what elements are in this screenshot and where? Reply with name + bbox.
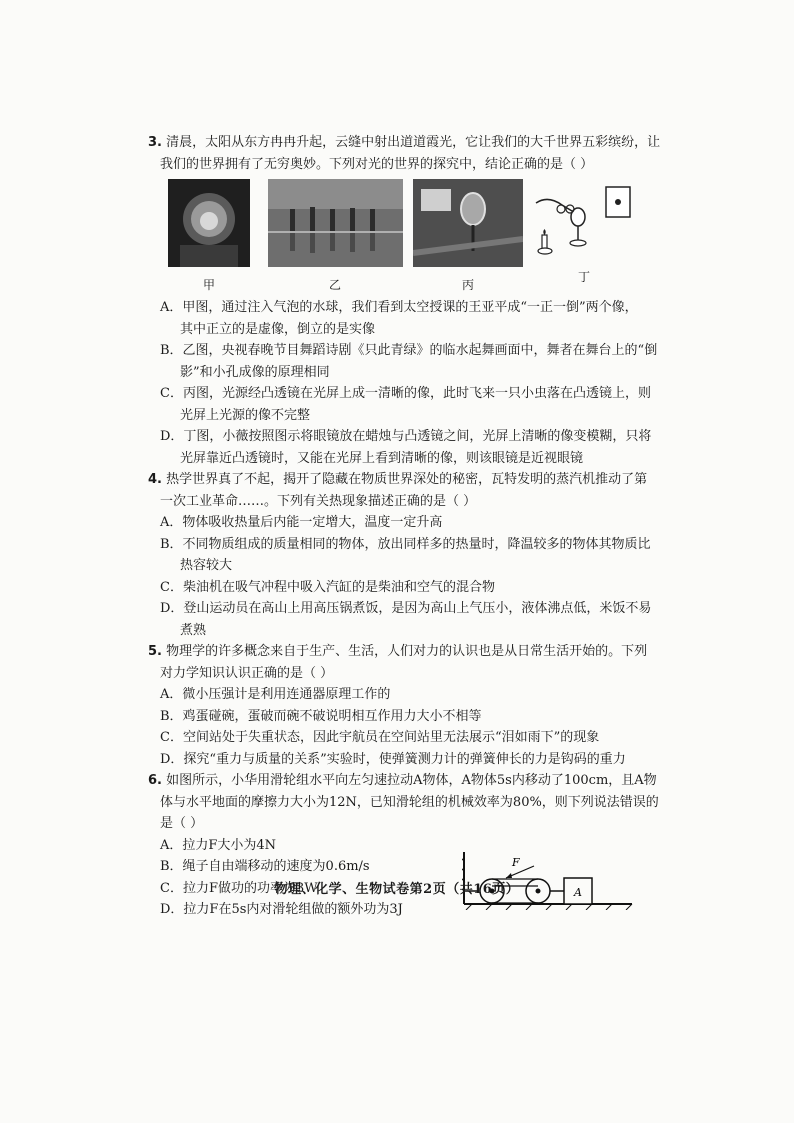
- option-b-cont: 影”和小孔成像的原理相同: [180, 364, 330, 380]
- question-stem-cont: 是（ ）: [160, 816, 204, 831]
- option-a: A．微小压强计是利用连通器原理工作的: [160, 687, 391, 702]
- question-number: 5.: [148, 644, 162, 659]
- figure-bing-photo: [413, 179, 523, 267]
- figure-jia-photo: [168, 179, 250, 267]
- question-stem: 物理学的许多概念来自于生产、生活，人们对力的认识也是从日常生活开始的。下列: [166, 644, 648, 659]
- option-b: B．乙图，央视春晚节目舞蹈诗剧《只此青绿》的临水起舞画面中，舞者在舞台上的“倒: [160, 343, 658, 358]
- figure-label-bing: 丙: [461, 278, 474, 292]
- option-d: D．拉力F在5s内对滑轮组做的额外功为3J: [160, 902, 403, 917]
- option-c: C．柴油机在吸气冲程中吸入汽缸的是柴油和空气的混合物: [160, 579, 495, 595]
- option-a-cont: 其中正立的是虚像，倒立的是实像: [180, 321, 376, 337]
- figure-label-ding: 丁: [577, 270, 590, 284]
- option-d-cont: 煮熟: [180, 622, 207, 638]
- option-b: B．不同物质组成的质量相同的物体，放出同样多的热量时，降温较多的物体其物质比: [160, 536, 651, 552]
- figure-label-yi: 乙: [328, 278, 341, 292]
- optics-figures: [148, 179, 648, 297]
- question-number: 6.: [148, 773, 162, 788]
- option-d-cont: 光屏靠近凸透镜时，又能在光屏上看到清晰的像，则该眼镜是近视眼镜: [180, 450, 584, 466]
- option-b: B．鸡蛋碰碗，蛋破而碗不破说明相互作用力大小不相等: [160, 708, 482, 724]
- option-c: C．拉力F做功的功率为3W: [160, 880, 318, 896]
- question-stem-cont: 我们的世界拥有了无穷奥妙。下列对光的世界的探究中，结论正确的是（ ）: [160, 156, 594, 172]
- option-c-cont: 光屏上光源的像不完整: [180, 407, 311, 423]
- page-footer: 物理、化学、生物试卷第2页（共16页）: [274, 882, 520, 897]
- question-stem-cont: 体与水平地面的摩擦力大小为12N，已知滑轮组的机械效率为80%，则下列说法错误的: [160, 794, 659, 810]
- question-number: 3.: [148, 135, 162, 150]
- question-number: 4.: [148, 472, 162, 487]
- option-a: A．物体吸收热量后内能一定增大，温度一定升高: [160, 515, 443, 530]
- option-b: B．绳子自由端移动的速度为0.6m/s: [160, 859, 370, 874]
- option-a: A．甲图，通过注入气泡的水球，我们看到太空授课的王亚平成“一正一倒”两个像，: [160, 300, 638, 315]
- option-a: A．拉力F大小为4N: [160, 837, 277, 853]
- question-stem: 清晨，太阳从东方冉冉升起，云缝中射出道道霞光，它让我们的大千世界五彩缤纷，让: [166, 135, 661, 150]
- figure-ding-diagram: [528, 179, 640, 267]
- figure-yi-photo: [268, 179, 403, 267]
- question-stem: 如图所示，小华用滑轮组水平向左匀速拉动A物体，A物体5s内移动了100cm，且A物: [166, 773, 657, 788]
- question-stem: 热学世界真了不起，揭开了隐藏在物质世界深处的秘密，瓦特发明的蒸汽机推动了第: [166, 472, 648, 487]
- question-stem-cont: 对力学知识认识正确的是（ ）: [160, 665, 334, 681]
- question-5: [148, 641, 648, 770]
- exam-content: [148, 132, 661, 921]
- option-d: D．探究“重力与质量的关系”实验时，使弹簧测力计的弹簧伸长的力是钩码的重力: [160, 751, 626, 767]
- option-c: C．丙图，光源经凸透镜在光屏上成一清晰的像，此时飞来一只小虫落在凸透镜上，则: [160, 386, 651, 401]
- question-stem-cont: 一次工业革命……。下列有关热现象描述正确的是（ ）: [160, 493, 477, 509]
- figure-label-jia: 甲: [202, 278, 215, 292]
- question-6: [148, 770, 659, 921]
- question-3: [148, 132, 661, 469]
- block-a-label: A: [574, 886, 582, 899]
- option-d: D．登山运动员在高山上用高压锅煮饭，是因为高山上气压小，液体沸点低，米饭不易: [160, 601, 652, 616]
- force-f-label: F: [512, 856, 520, 869]
- option-c: C．空间站处于失重状态，因此宇航员在空间站里无法展示“泪如雨下”的现象: [160, 730, 600, 745]
- option-d: D．丁图，小薇按照图示将眼镜放在蜡烛与凸透镜之间，光屏上清晰的像变模糊，只将: [160, 429, 652, 444]
- question-4: [148, 469, 652, 641]
- option-b-cont: 热容较大: [180, 558, 233, 573]
